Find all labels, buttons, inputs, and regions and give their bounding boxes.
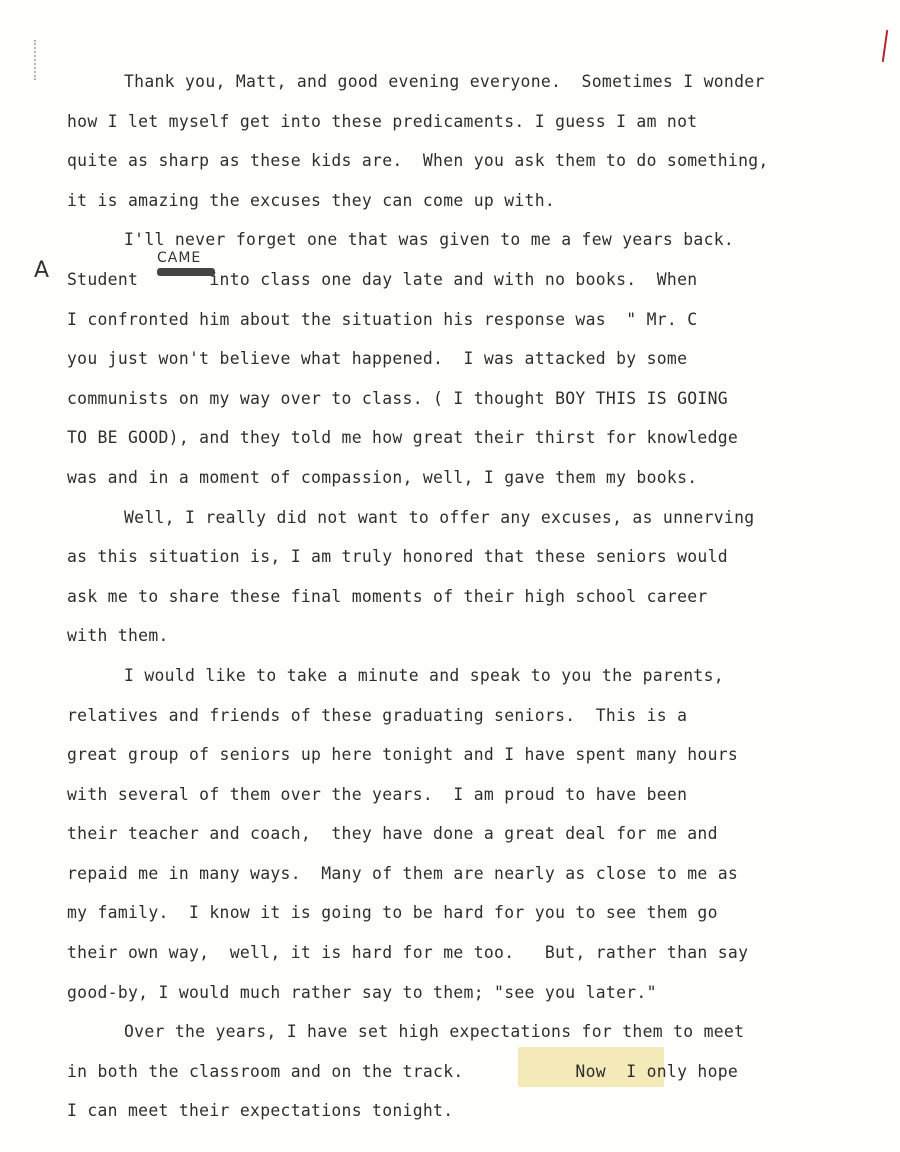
text-line: TO BE GOOD), and they told me how great their thirst for knowledge [67, 428, 739, 448]
text-line: good-by, I would much rather say to them; "see you later." [67, 982, 657, 1002]
text-line: their teacher and coach, they have done a great deal for me and [67, 824, 718, 844]
text-line: their own way, well, it is hard for me too. But, rather than say [67, 943, 749, 963]
margin-marks [34, 40, 38, 80]
text-line: with them. [67, 626, 169, 646]
text-line: quite as sharp as these kids are. When you ask them to do something, [67, 151, 769, 171]
text-line: I would like to take a minute and speak to you the parents, [124, 665, 724, 685]
text-line: my family. I know it is going to be hard for you to see them go [67, 903, 718, 923]
text-line: in both the classroom and on the track. Now I only hope [67, 1061, 739, 1081]
typed-speech-text [67, 62, 857, 1131]
text-line: Thank you, Matt, and good evening everyone. Sometimes I wonder [124, 72, 765, 91]
text-line: Well, I really did not want to offer any excuses, as unnerving [124, 507, 755, 527]
text-line: great group of seniors up here tonight and I have spent many hours [67, 745, 739, 765]
text-line: repaid me in many ways. Many of them are nearly as close to me as [67, 863, 739, 883]
text-line: Student into class one day late and with no books. When [67, 269, 698, 289]
text-line: it is amazing the excuses they can come up with. [67, 190, 556, 210]
text-line: I'll never forget one that was given to me a few years back. [124, 230, 735, 250]
text-line: as this situation is, I am truly honored that these seniors would [67, 547, 728, 567]
text-line: you just won't believe what happened. I was attacked by some [67, 349, 688, 369]
text-line: ask me to share these final moments of their high school career [67, 586, 708, 606]
text-line: I can meet their expectations tonight. [67, 1101, 454, 1121]
text-line: Over the years, I have set high expectations for them to meet [124, 1022, 745, 1042]
text-line: relatives and friends of these graduating seniors. This is a [67, 705, 688, 725]
margin-letter: A [34, 258, 50, 283]
text-line: I confronted him about the situation his response was " Mr. C [67, 309, 698, 329]
red-margin-mark [882, 30, 888, 62]
text-line: was and in a moment of compassion, well, I gave them my books. [67, 467, 698, 487]
text-line: how I let myself get into these predicaments. I guess I am not [67, 111, 698, 131]
text-line: with several of them over the years. I am proud to have been [67, 784, 688, 804]
handwritten-insertion: CAME [157, 250, 202, 266]
text-line: communists on my way over to class. ( I thought BOY THIS IS GOING [67, 388, 728, 408]
